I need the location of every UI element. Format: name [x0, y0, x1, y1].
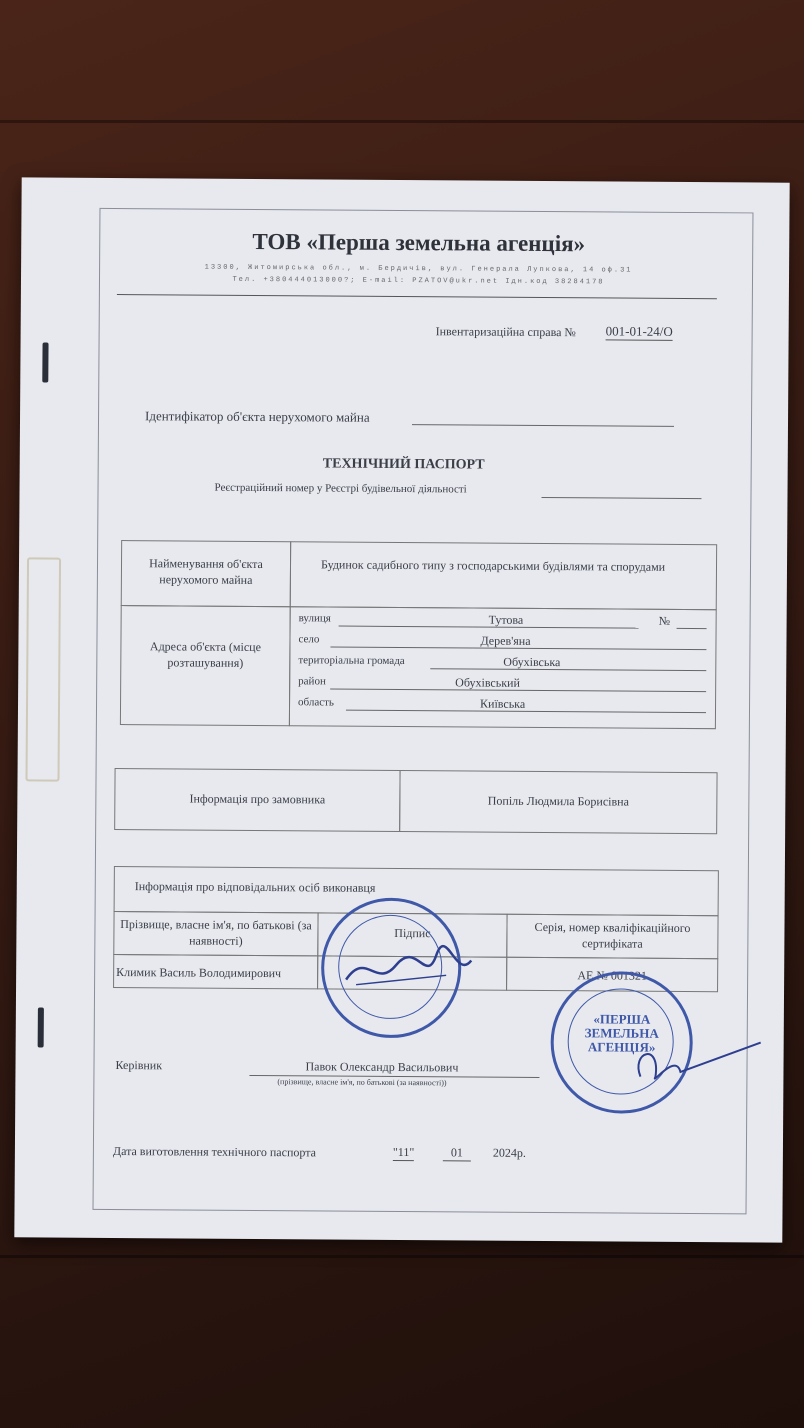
org-header — [111, 218, 727, 300]
inventory-label: Інвентаризаційна справа № — [435, 324, 576, 340]
community-label: територіальна громада — [298, 654, 405, 668]
director-name: Павок Олександр Васильович — [305, 1059, 459, 1075]
region-label: область — [298, 696, 334, 709]
wood-plank-seam — [0, 120, 804, 123]
customer-value: Попіль Людмила Борисівна — [487, 793, 630, 809]
responsible-title: Інформація про відповідальних осіб виконавця — [134, 879, 376, 895]
address-label: Адреса об'єкта (місце розташування) — [149, 639, 261, 670]
document-sheet — [14, 177, 789, 1242]
object-name-label: Найменування об'єкта нерухомого майна — [149, 556, 263, 587]
customer-label: Інформація про замовника — [189, 791, 326, 807]
company-stamp-text: «ПЕРША ЗЕМЕЛЬНА АГЕНЦІЯ» — [584, 1011, 659, 1055]
director-signature-icon — [620, 1032, 770, 1093]
org-name: ТОВ «Перша земельна агенція» — [252, 228, 586, 257]
wood-plank-seam — [0, 1255, 804, 1258]
inventory-number: 001-01-24/О — [605, 323, 673, 339]
director-hint: (прізвище, власне ім'я, по батькові (за наявності)) — [277, 1077, 447, 1088]
house-number-label: № — [658, 613, 671, 628]
date-month: 01 — [443, 1145, 471, 1161]
community-value: Обухівська — [503, 654, 561, 670]
certificate-number: АЕ № 001321 — [577, 968, 647, 983]
district-value: Обухівський — [455, 675, 520, 690]
responsible-col3: Серія, номер кваліфікаційного сертифіката — [534, 919, 691, 951]
org-contacts: Тел. +380444013000?; E-mail: PZATOV@ukr.net Ідн.код 38284178 — [232, 275, 605, 287]
object-name-value-cell — [290, 541, 717, 610]
street-value: Тутова — [488, 612, 524, 627]
village-value: Дерев'яна — [480, 633, 531, 648]
document-title: ТЕХНІЧНИЙ ПАСПОРТ — [322, 456, 485, 473]
binding-thread — [25, 557, 61, 781]
date-year: 2024р. — [492, 1145, 526, 1160]
director-label: Керівник — [115, 1058, 163, 1073]
object-name-value: Будинок садибного типу з господарськими будівлями та спорудами — [320, 557, 666, 574]
person-name: Климик Василь Володимирович — [116, 965, 282, 981]
responsible-col1: Прізвище, власне ім'я, по батькові (за наявності) — [120, 917, 312, 948]
signature-icon — [336, 940, 476, 1001]
house-number-line — [677, 628, 707, 629]
date-day: "11" — [392, 1144, 415, 1160]
object-id-label: Ідентифікатор об'єкта нерухомого майна — [144, 408, 370, 425]
binder-clip — [42, 342, 48, 382]
district-label: район — [298, 675, 326, 688]
org-address: 13300, Житомирська обл., м. Бердичів, вул. Генерала Лупкова, 14 оф.31 — [204, 263, 633, 275]
registry-label: Реєстраційний номер у Реєстрі будівельної діяльності — [214, 481, 467, 496]
street-label: вулиця — [298, 612, 331, 625]
village-label: село — [298, 633, 320, 646]
binder-clip — [38, 1007, 44, 1047]
responsible-col2: Підпис — [394, 925, 431, 941]
region-value: Київська — [479, 696, 526, 711]
date-label: Дата виготовлення технічного паспорта — [112, 1143, 317, 1160]
